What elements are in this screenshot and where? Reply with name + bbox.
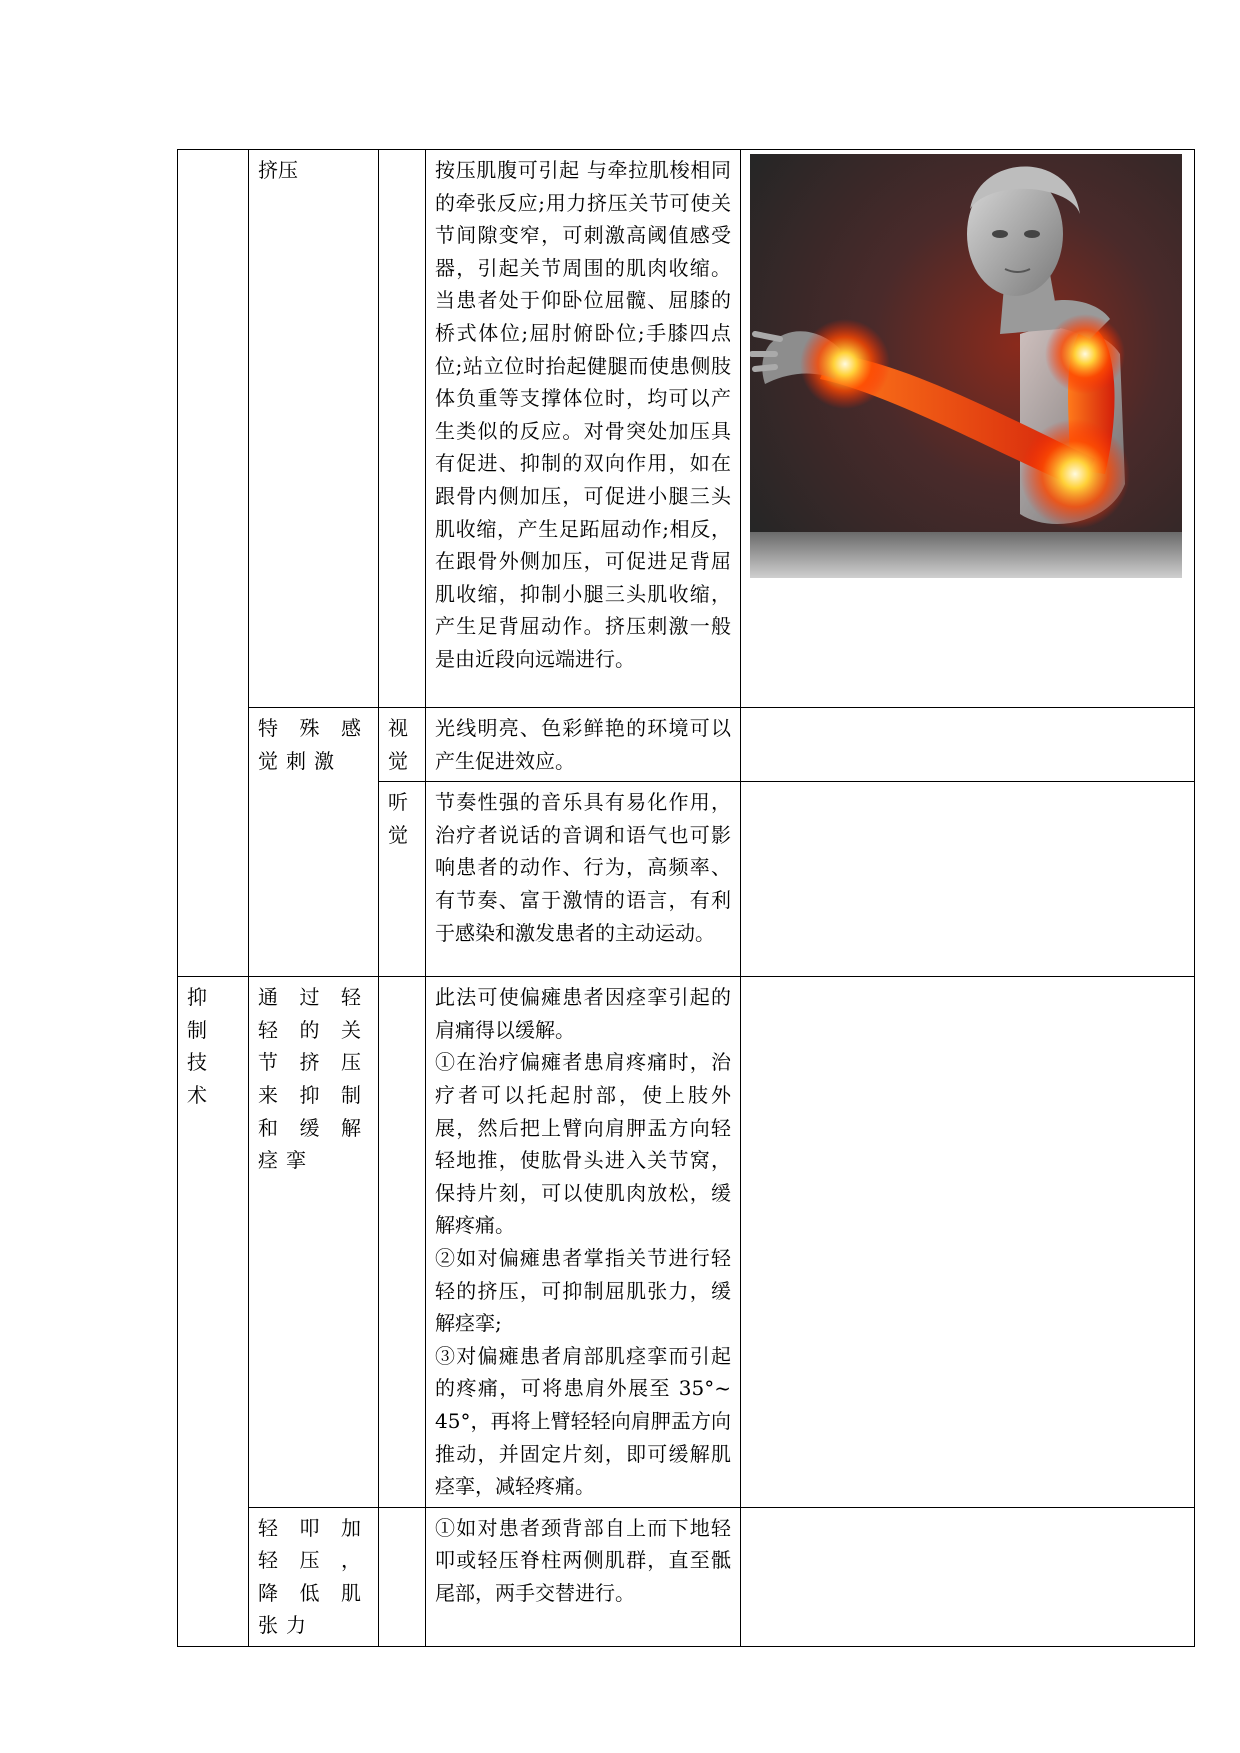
description-cell xyxy=(426,1507,741,1646)
description-cell xyxy=(426,150,741,708)
category-cell xyxy=(178,977,249,1647)
subtype-cell xyxy=(249,1507,379,1646)
empty-cell xyxy=(741,782,1195,977)
table-row xyxy=(178,1507,1195,1646)
sense-cell-empty xyxy=(379,977,426,1508)
description-cell xyxy=(426,782,741,977)
sense-label: 听觉 xyxy=(388,790,408,847)
empty-cell xyxy=(741,977,1195,1508)
subtype-label: 特殊感觉刺激 xyxy=(258,716,369,773)
empty-cell xyxy=(741,708,1195,782)
table-row xyxy=(178,150,1195,708)
table-row xyxy=(178,977,1195,1508)
arm-joints-illustration xyxy=(750,154,1182,578)
description-cell xyxy=(426,708,741,782)
table-row xyxy=(178,708,1195,782)
description-text: 光线明亮、色彩鲜艳的环境可以产生促进效应。 xyxy=(435,716,731,773)
subtype-label: 挤压 xyxy=(258,158,298,182)
description-paragraph: 此法可使偏瘫患者因痉挛引起的肩痛得以缓解。 xyxy=(435,985,731,1042)
description-text: 按压肌腹可引起 与牵拉肌梭相同的牵张反应;用力挤压关节可使关节间隙变窄，可刺激高阈值感受器，引起关节周围的肌肉收缩。当患者处于仰卧位屈髋、屈膝的桥式体位;屈肘俯卧位;手膝四点位;站立位时抬起健腿而使患侧肢体负重等支撑体位时，均可以产生类似的反应。对骨突处加压具有促进、抑制的双向作用，如在跟骨内侧加压，可促进小腿三头肌收缩，产生足跖屈动作;相反，在跟骨外侧加压，可促进足背屈肌收缩，抑制小腿三头肌收缩，产生足背屈动作。挤压刺激一般是由近段向远端进行。 xyxy=(435,158,731,671)
description-cell xyxy=(426,977,741,1508)
treatment-table xyxy=(177,149,1195,1647)
description-paragraph: ③对偏瘫患者肩部肌痉挛而引起的疼痛，可将患肩外展至 35°~ 45°，再将上臂轻轻向肩胛盂方向推动，并固定片刻，即可缓解肌痉挛，减轻疼痛。 xyxy=(435,1343,731,1499)
subtype-label: 通过轻轻的关节挤压来抑制和缓解痉挛 xyxy=(258,985,369,1173)
category-label: 抑制技术 xyxy=(187,985,215,1107)
description-paragraph: ②如对偏瘫患者掌指关节进行轻轻的挤压，可抑制屈肌张力，缓解痉挛; xyxy=(435,1245,731,1336)
description-text: 节奏性强的音乐具有易化作用，治疗者说话的音调和语气也可影响患者的动作、行为，高频率、有节奏、富于激情的语言，有利于感染和激发患者的主动运动。 xyxy=(435,790,731,945)
description-text: ①如对患者颈背部自上而下地轻叩或轻压脊柱两侧肌群，直至骶尾部，两手交替进行。 xyxy=(435,1515,731,1605)
description-paragraph: ①在治疗偏瘫者患肩疼痛时，治疗者可以托起肘部，使上肢外展，然后把上臂向肩胛盂方向轻轻地推，使肱骨头进入关节窝，保持片刻，可以使肌肉放松，缓解疼痛。 xyxy=(435,1050,731,1238)
empty-cell xyxy=(741,1507,1195,1646)
sense-label: 视觉 xyxy=(388,716,408,773)
subtype-label: 轻叩加轻压，降低肌张力 xyxy=(258,1515,369,1638)
category-cell-empty xyxy=(178,150,249,977)
sense-cell xyxy=(379,708,426,782)
sense-cell xyxy=(379,782,426,977)
sense-cell-empty xyxy=(379,1507,426,1646)
subtype-cell xyxy=(249,977,379,1508)
image-cell xyxy=(741,150,1195,708)
subtype-cell xyxy=(249,150,379,708)
sense-cell-empty xyxy=(379,150,426,708)
subtype-cell xyxy=(249,708,379,977)
